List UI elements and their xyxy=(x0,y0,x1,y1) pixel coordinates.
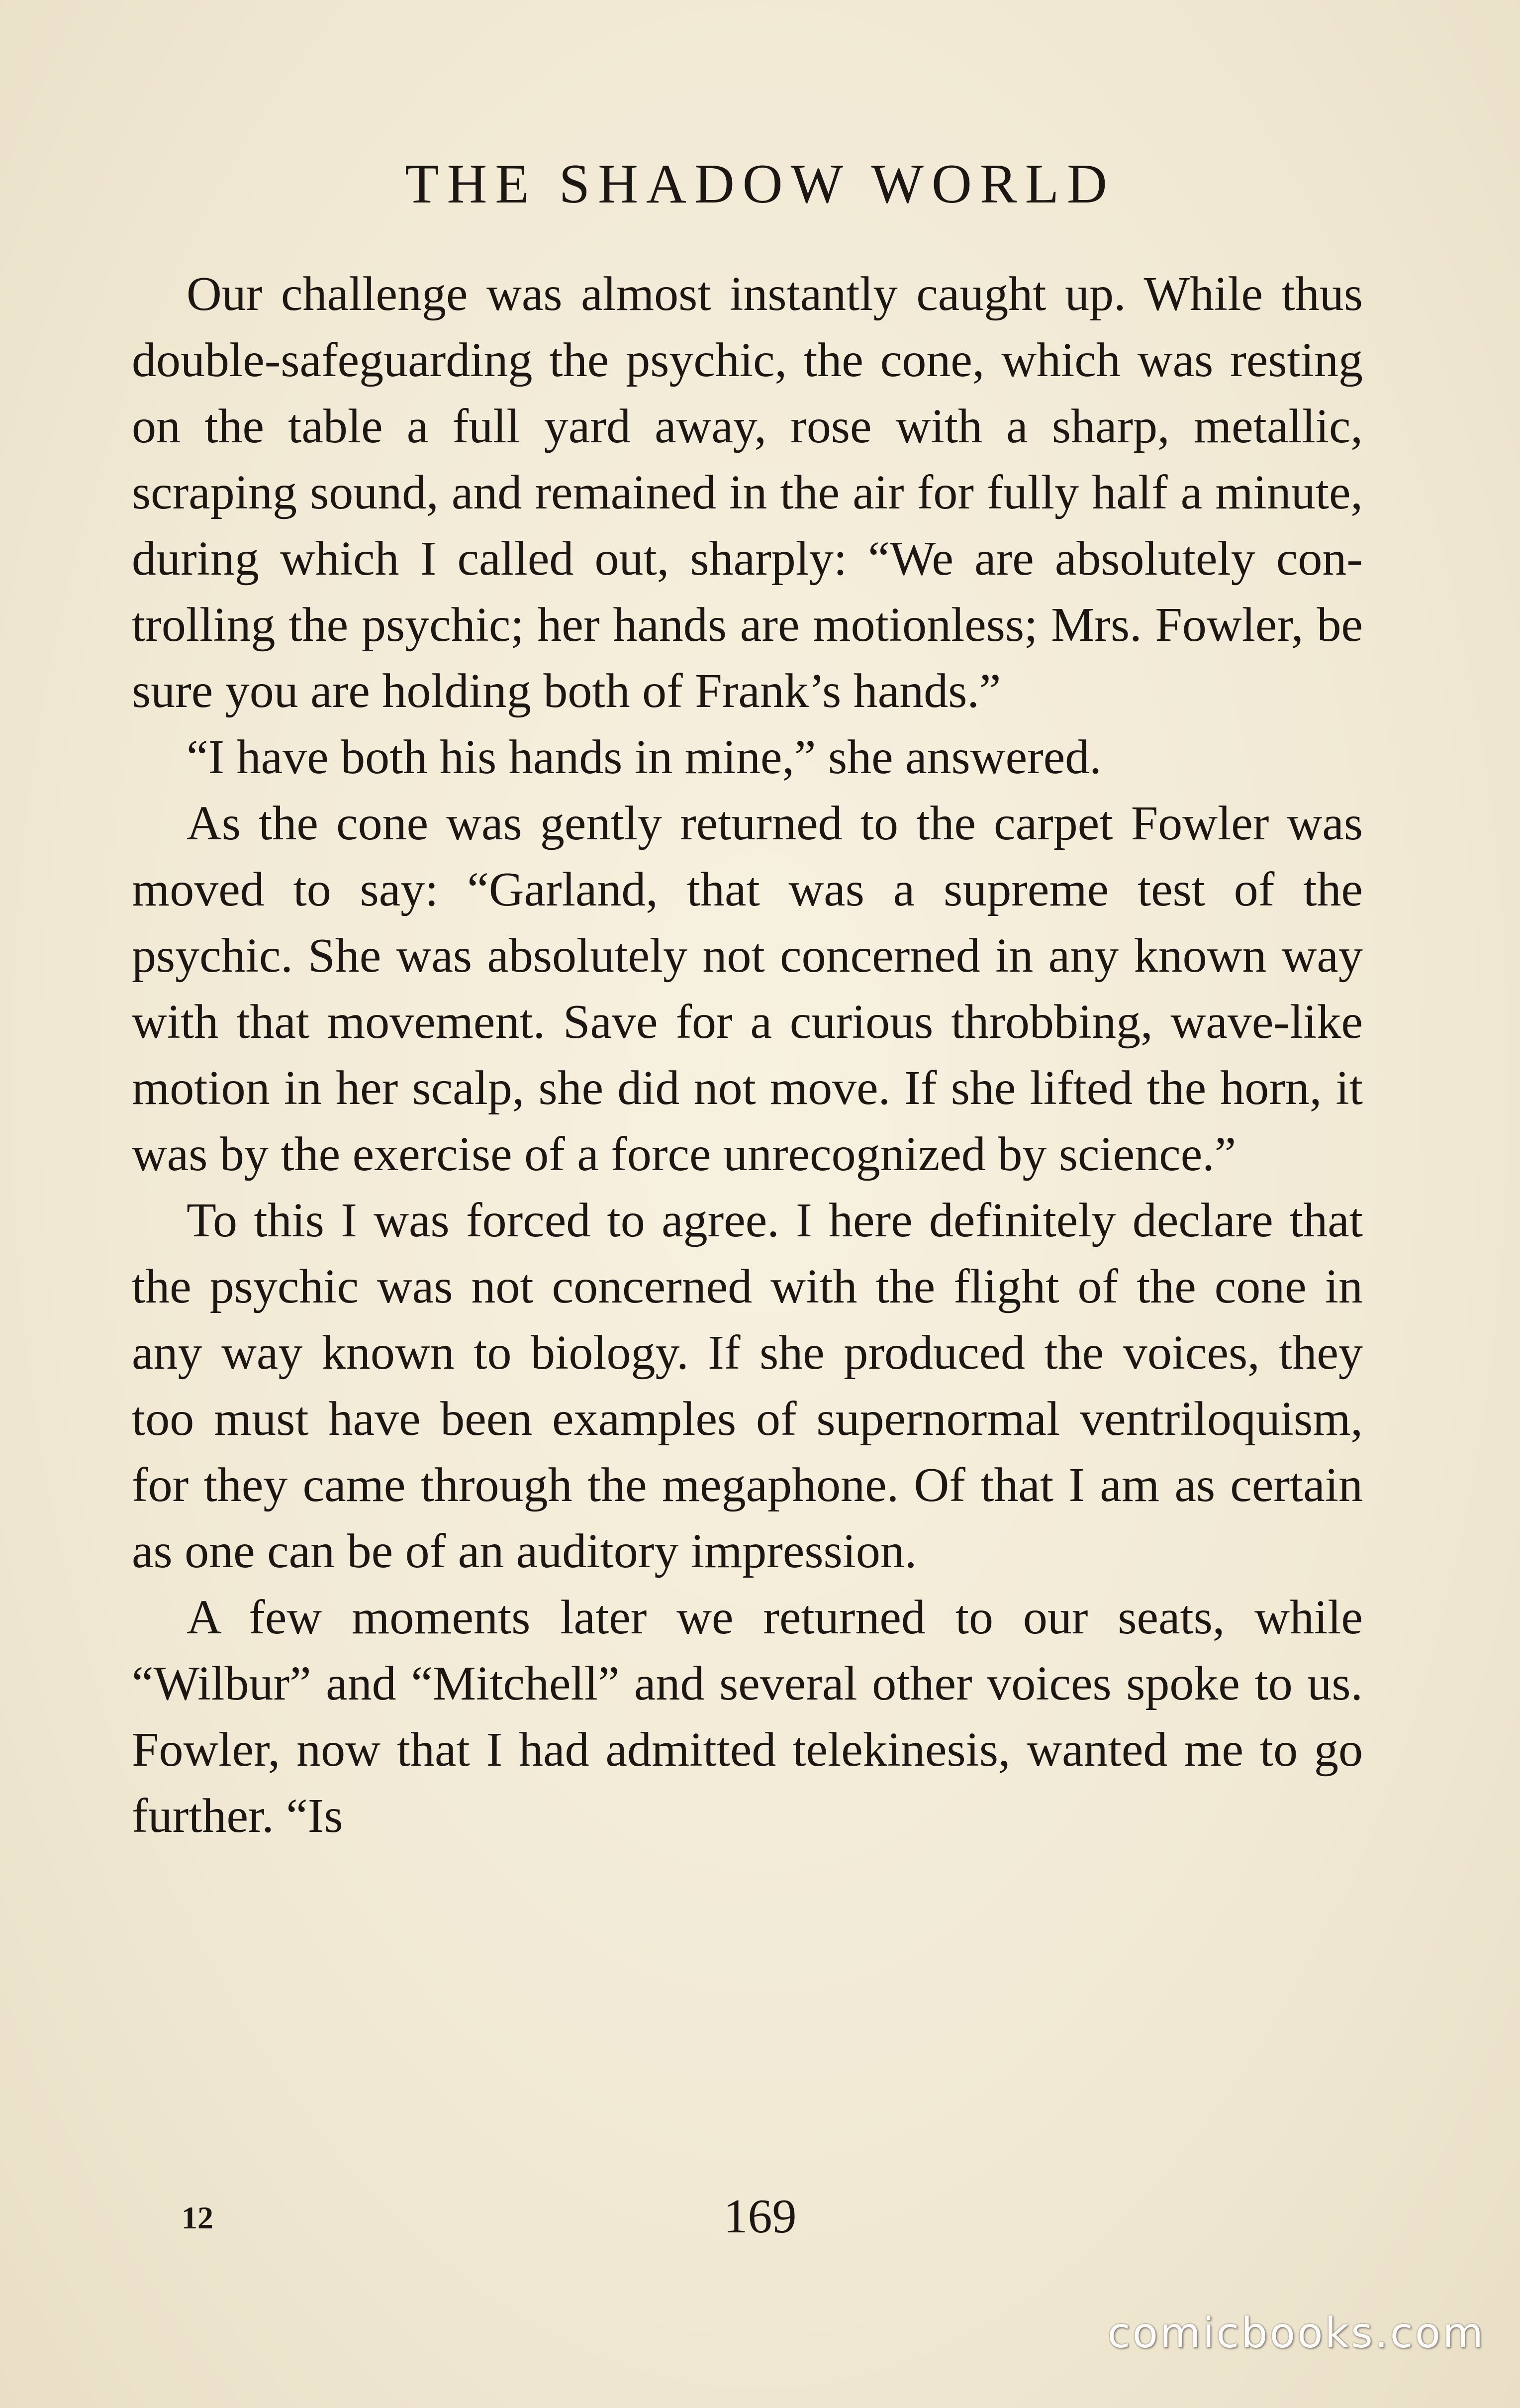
paragraph-5: A few moments later we returned to our seats, while “Wilbur” and “Mitchell” and several other voices spoke to us. Fowler, now that I had admitted telekinesis, wanted me to go further. “Is xyxy=(132,1591,1363,1843)
paragraph-1: Our challenge was almost instantly caught up. While thus double-safeguarding the psychic, the cone, which was resting on the table a full yard away, rose with a sharp, metallic, scraping sound, and remained in the air for fully half a minute, during which I called out, sharply: “We are absolutely controlling the psychic; her hands are motionless; Mrs. Fowler, be sure you are holding both of Frank’s hands.” xyxy=(132,267,1363,718)
paragraph-4: To this I was forced to agree. I here definitely declare that the psychic was not concerned with the flight of the cone in any way known to biology. If she produced the voices, they too must have been examples of supernormal ventriloquism, for they came through the megaphone. Of that I am as certain as one can be of an auditory impression. xyxy=(132,1194,1363,1578)
signature-mark: 12 xyxy=(182,2200,213,2235)
paragraph-3: As the cone was gently returned to the carpet Fowler was moved to say: “Garland, that was a supreme test of the psychic. She was absolutely not concerned in any known way with that movement. Save for a curious throbbing, wave-like motion in her scalp, she did not move. If she lifted the horn, it was by the exercise of a force unrecognized by science.” xyxy=(132,797,1363,1181)
page-body-text xyxy=(132,261,1363,1849)
watermark-text: comicbooks.com xyxy=(1107,2308,1485,2357)
page-number: 169 xyxy=(723,2190,797,2243)
running-header: THE SHADOW WORLD xyxy=(405,153,1115,215)
paragraph-2: “I have both his hands in mine,” she answered. xyxy=(187,730,1102,784)
